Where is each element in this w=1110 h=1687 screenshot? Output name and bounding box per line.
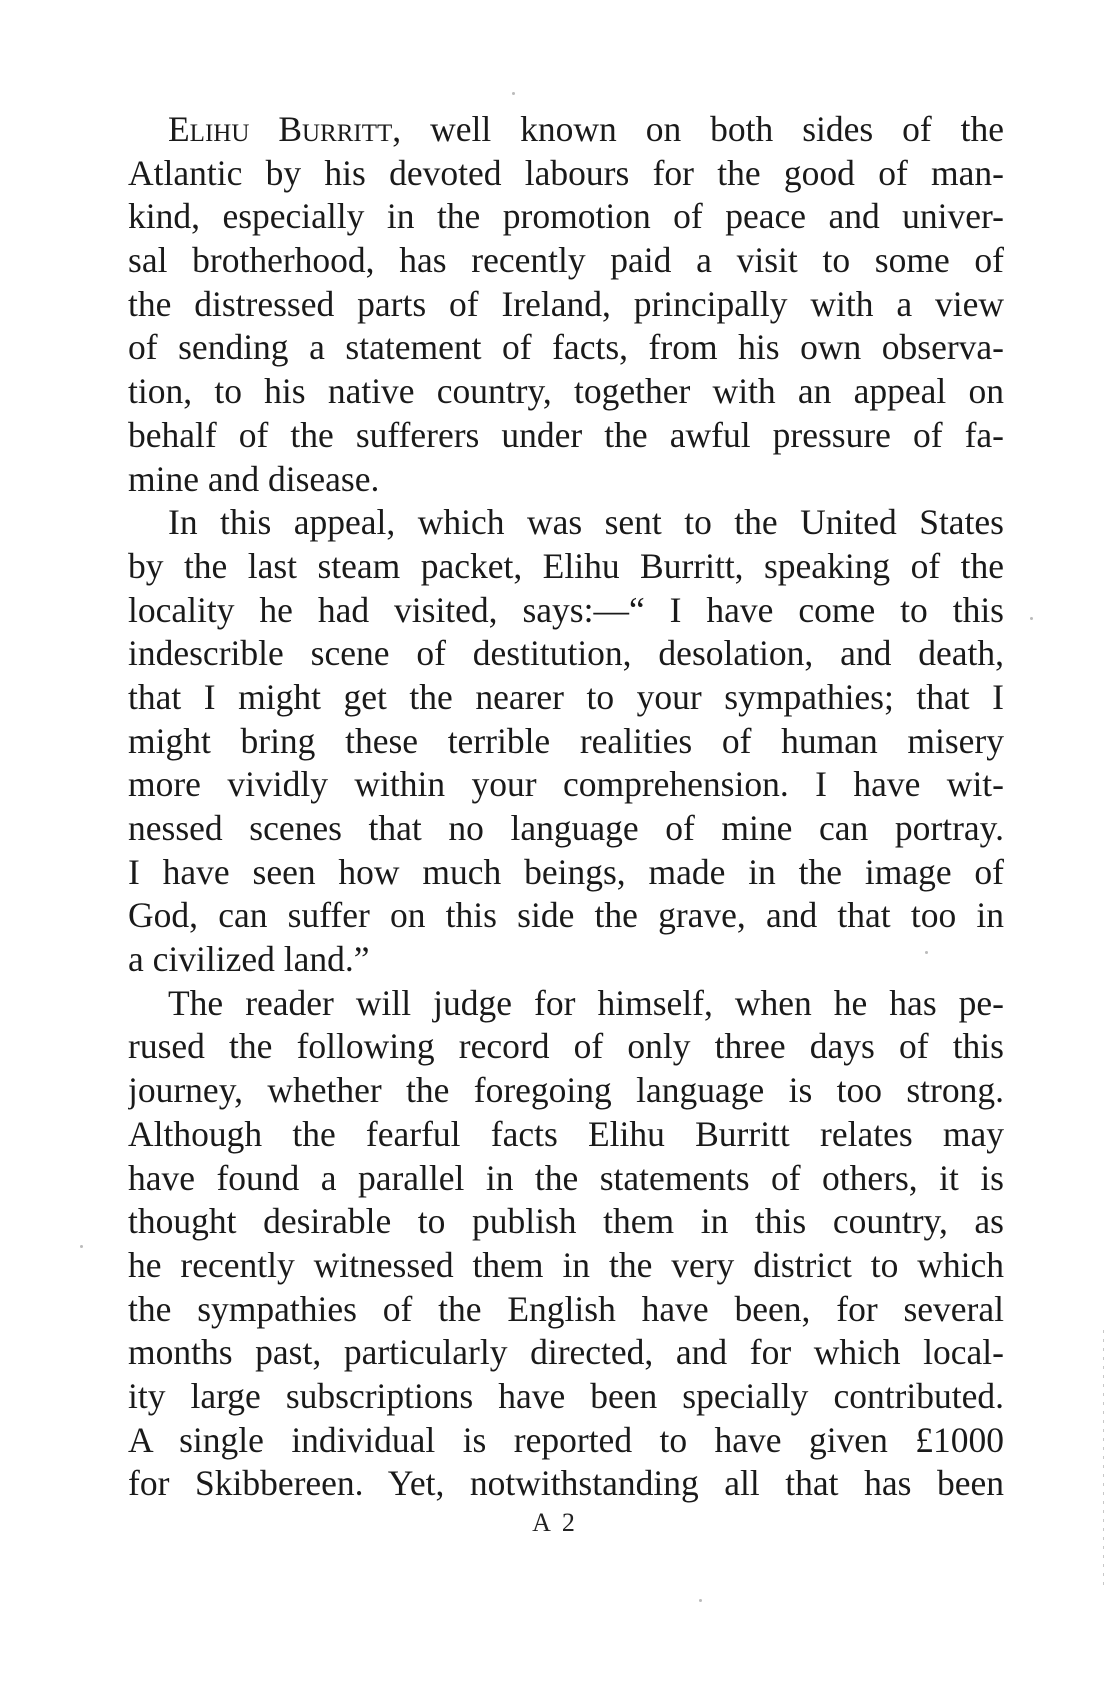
text-line: by the last steam packet, Elihu Burritt, speaking of the <box>128 545 1004 586</box>
page-body <box>128 108 1004 1506</box>
paragraph-2 <box>128 501 1004 982</box>
paragraph-3 <box>128 982 1004 1506</box>
scan-speck <box>699 1599 702 1602</box>
text-line: rused the following record of only three days of this <box>128 1026 1004 1067</box>
text-line: that I might get the nearer to your sympathies; that I <box>128 676 1004 717</box>
text-line: have found a parallel in the statements of others, it is <box>128 1157 1004 1198</box>
text-line: the distressed parts of Ireland, principally with a view <box>128 283 1004 324</box>
text-line: locality he had visited, says:—“ I have come to this <box>128 589 1004 630</box>
text-line: behalf of the sufferers under the awful pressure of fa- <box>128 414 1004 455</box>
text-line: a civilized land.” <box>128 939 370 980</box>
text-line <box>128 108 1004 152</box>
text-line: nessed scenes that no language of mine can portray. <box>128 808 1004 848</box>
text-line: mine and disease. <box>128 458 380 499</box>
text-line: A single individual is reported to have given £1000 <box>128 1419 1004 1460</box>
text-line: In this appeal, which was sent to the United States <box>168 502 1004 543</box>
scan-speck <box>1030 617 1033 620</box>
text-line: journey, whether the foregoing language is too strong. <box>128 1070 1004 1111</box>
text-line: I have seen how much beings, made in the image of <box>128 851 1004 892</box>
text-line: ity large subscriptions have been specially contributed. <box>128 1375 1004 1416</box>
text-line: months past, particularly directed, and for which local- <box>128 1332 1004 1373</box>
paragraph-1 <box>128 108 1004 501</box>
text-line: God, can suffer on this side the grave, and that too in <box>128 895 1004 936</box>
text-line: he recently witnessed them in the very district to which <box>128 1244 1004 1285</box>
scan-speck <box>512 92 515 95</box>
text-line: indescrible scene of destitution, desolation, and death, <box>128 633 1004 674</box>
text-line: more vividly within your comprehension. I have wit- <box>128 764 1004 805</box>
text-line: tion, to his native country, together with an appeal on <box>128 371 1004 412</box>
text-line: for Skibbereen. Yet, notwithstanding all that has been <box>128 1463 1004 1504</box>
signature-mark: A 2 <box>532 1508 578 1537</box>
text-line: the sympathies of the English have been, for several <box>128 1288 1004 1329</box>
text-line: Atlantic by his devoted labours for the good of man- <box>128 152 1004 193</box>
text-line: kind, especially in the promotion of peace and univer- <box>128 196 1004 237</box>
scan-edge-line <box>1103 1330 1104 1590</box>
text-line: of sending a statement of facts, from his own observa- <box>128 327 1004 368</box>
text-line: thought desirable to publish them in this country, as <box>128 1201 1004 1242</box>
scan-speck <box>80 1245 83 1248</box>
text-line: The reader will judge for himself, when he has pe- <box>168 982 1004 1023</box>
text-line: Although the fearful facts Elihu Burritt relates may <box>128 1113 1004 1154</box>
text-line: sal brotherhood, has recently paid a visit to some of <box>128 240 1004 281</box>
text-line: might bring these terrible realities of human misery <box>128 720 1004 761</box>
author-name: Elihu Burritt, <box>168 109 402 149</box>
text-segment: well known on both sides of the <box>401 109 1004 149</box>
scan-speck <box>925 951 928 954</box>
